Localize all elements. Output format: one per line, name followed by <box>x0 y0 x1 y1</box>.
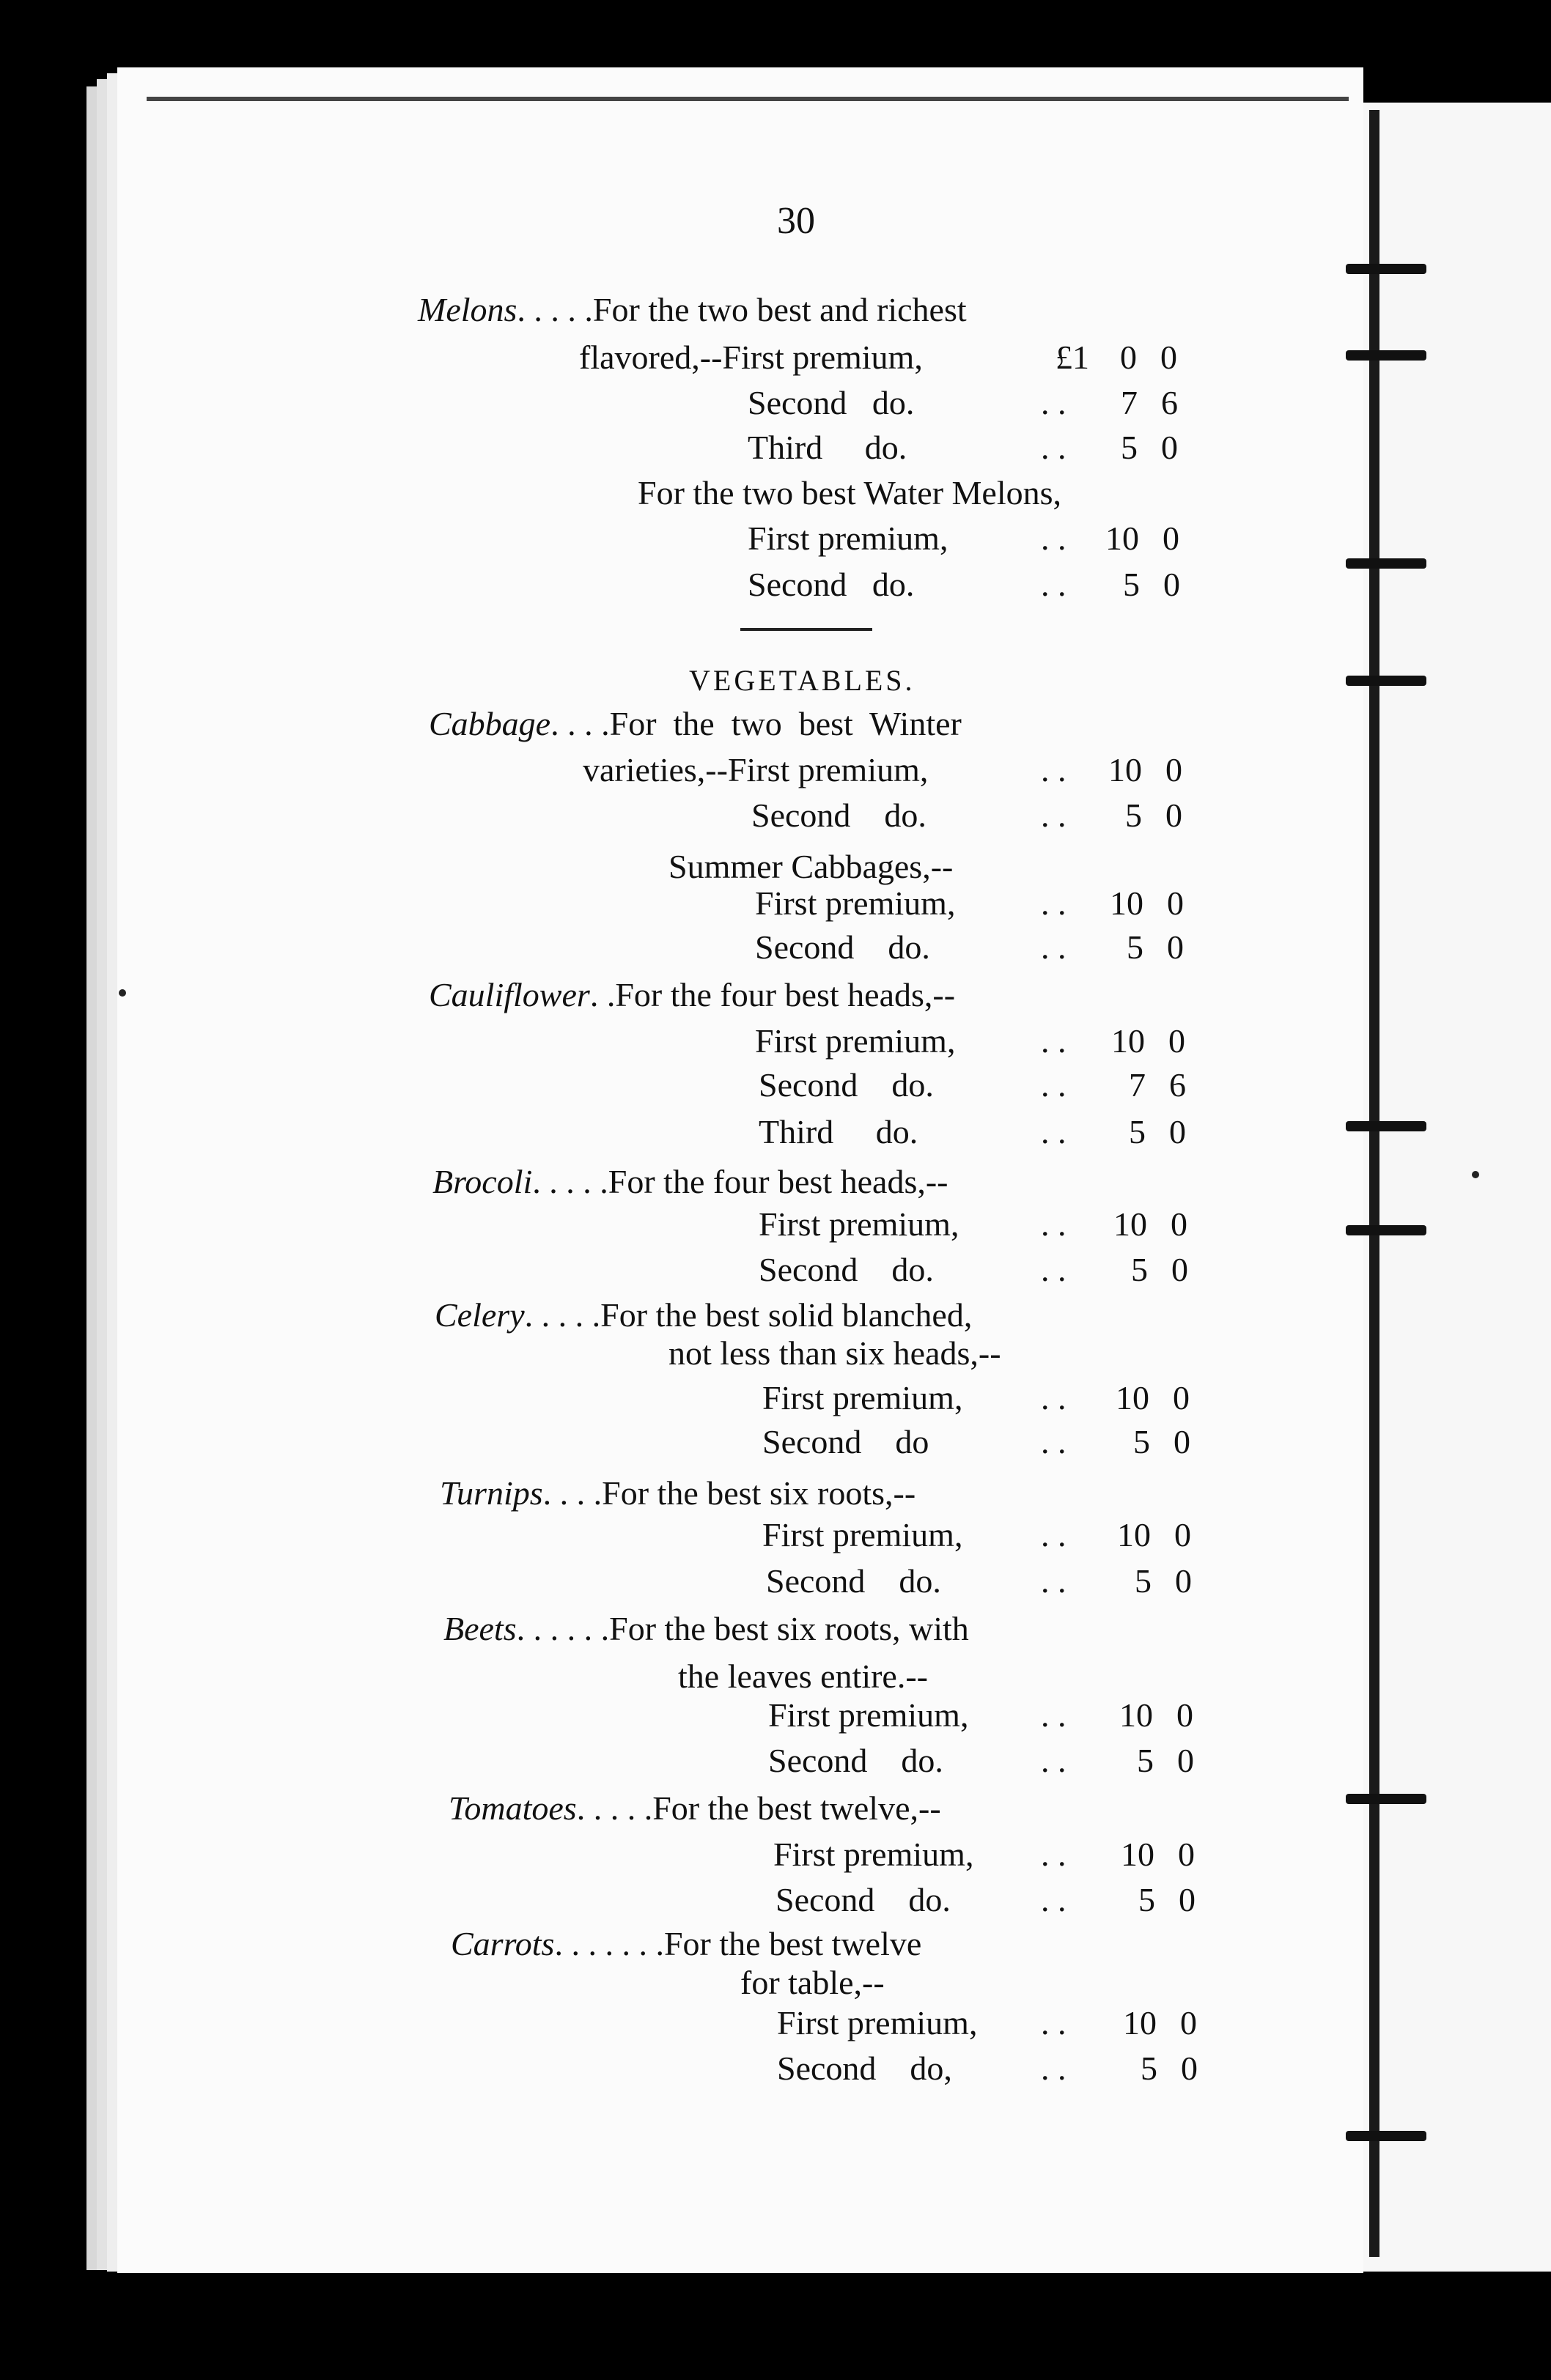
amount-pence: 0 <box>1163 566 1180 603</box>
entry-text: not less than six heads,-- <box>668 1334 1001 1372</box>
amount-leader: . . <box>1041 384 1066 421</box>
amount-pence: 0 <box>1174 1516 1191 1553</box>
binding-stitch <box>1346 264 1426 274</box>
category-name: Brocoli <box>432 1163 533 1200</box>
amount-pence: 0 <box>1171 1205 1187 1243</box>
amount-shillings: 5 <box>1127 928 1143 966</box>
entry-line-tomatoes-l2 <box>773 1838 973 1871</box>
page-number: 30 <box>777 200 815 242</box>
entry-line-cauli-head <box>429 978 955 1012</box>
entry-line-turnips-l3 <box>766 1564 941 1598</box>
entry-line-melons-l2 <box>579 341 923 374</box>
dot-leader: . . . . . <box>576 1789 653 1827</box>
amount-pence: 0 <box>1165 751 1182 788</box>
amount-leader: . . <box>1041 1881 1066 1918</box>
entry-text: For the best twelve <box>663 1925 922 1962</box>
entry-line-brocoli-l3 <box>759 1253 934 1287</box>
amount-pence: 0 <box>1174 1423 1190 1460</box>
entry-line-turnips-l2 <box>762 1518 962 1552</box>
amount-leader: . . <box>1041 1022 1066 1060</box>
category-name: Beets <box>443 1610 517 1647</box>
amount-leader: . . <box>1041 520 1066 557</box>
amount-pence: 0 <box>1175 1562 1192 1600</box>
entry-text: varieties,--First premium, <box>583 751 929 788</box>
amount-shillings: 5 <box>1133 1423 1150 1460</box>
entry-line-melons-head <box>418 293 967 327</box>
entry-text: the leaves entire.-- <box>678 1658 928 1695</box>
amount-leader: . . <box>1041 1379 1066 1416</box>
amount-shillings: 10 <box>1110 884 1143 922</box>
amount-shillings: 10 <box>1116 1379 1149 1416</box>
binding-stitch <box>1346 1794 1426 1804</box>
entry-line-cabbage-l3 <box>751 799 926 832</box>
binding-stitch <box>1346 1121 1426 1131</box>
dot-leader: . . <box>589 976 616 1013</box>
entry-line-cabbage-l5 <box>755 884 956 922</box>
entry-line-celery-l3 <box>762 1381 962 1415</box>
entry-text: First premium, <box>755 884 956 922</box>
amount-shillings: 10 <box>1123 2004 1157 2041</box>
amount-leader: . . <box>1041 1742 1066 1779</box>
entry-line-beets-l2 <box>678 1660 928 1693</box>
amount-pence: 0 <box>1171 1251 1188 1288</box>
entry-line-tomatoes-head <box>449 1789 941 1827</box>
dot-leader: . . . . . <box>524 1296 601 1334</box>
category-name: Turnips <box>440 1474 543 1512</box>
dot-leader: . . . . <box>542 1474 603 1512</box>
entry-line-carrots-l3 <box>777 2006 977 2040</box>
entry-line-cabbage-l4 <box>668 850 953 884</box>
amount-leader: . . <box>1041 429 1066 466</box>
category-name: Melons <box>418 291 517 328</box>
amount-shillings: 5 <box>1121 429 1138 466</box>
amount-shillings: 5 <box>1141 2050 1157 2087</box>
entry-text: For the two best and richest <box>592 291 967 328</box>
entry-text: Third do. <box>748 429 907 466</box>
entry-line-beets-head <box>443 1612 969 1646</box>
amount-leader: . . <box>1041 566 1066 603</box>
entry-line-melons-l7 <box>748 568 914 602</box>
amount-leader: . . <box>1041 884 1066 922</box>
amount-shillings: 7 <box>1121 384 1138 421</box>
amount-shillings: 10 <box>1108 751 1142 788</box>
entry-text: For the best solid blanched, <box>600 1296 973 1334</box>
entry-text: Second do <box>762 1423 929 1460</box>
entry-text: Second do, <box>777 2050 952 2087</box>
dot-leader: . . . . . <box>517 291 593 328</box>
amount-pence: 0 <box>1165 797 1182 834</box>
amount-leader: . . <box>1041 1696 1066 1734</box>
amount-leader: . . <box>1041 1836 1066 1873</box>
amount-pence: 0 <box>1177 1742 1194 1779</box>
amount-leader: . . <box>1041 1205 1066 1243</box>
entry-text: For the two best Water Melons, <box>638 474 1062 511</box>
entry-line-tomatoes-l3 <box>776 1883 951 1917</box>
entry-text: Second do. <box>748 384 915 421</box>
entry-text: First premium, <box>777 2004 978 2041</box>
entry-line-melons-l5 <box>638 476 1061 510</box>
category-name: Cabbage <box>429 705 551 742</box>
entry-line-cauli-l4 <box>759 1115 918 1149</box>
amount-leader: . . <box>1041 751 1066 788</box>
entry-line-celery-l2 <box>668 1334 1001 1372</box>
entry-line-cauli-l3 <box>759 1068 934 1102</box>
amount-leader: . . <box>1041 2004 1066 2041</box>
entry-line-carrots-l4 <box>777 2052 952 2085</box>
entry-text: Second do. <box>755 928 930 966</box>
amount-shillings: 5 <box>1138 1881 1155 1918</box>
entry-text: For the four best heads,-- <box>608 1163 948 1200</box>
entry-line-beets-l3 <box>768 1696 969 1734</box>
entry-line-carrots-head <box>451 1927 921 1961</box>
amount-shillings: 10 <box>1119 1696 1153 1734</box>
entry-text: Second do. <box>751 797 926 834</box>
amount-pence: 0 <box>1169 1113 1186 1150</box>
entry-text: Third do. <box>759 1113 918 1150</box>
amount-pence: 0 <box>1161 429 1178 466</box>
entry-line-celery-l4 <box>762 1425 929 1459</box>
amount-pence: 0 <box>1179 1881 1196 1918</box>
amount-pence: 0 <box>1168 1022 1185 1060</box>
dot-leader: . . . . . <box>532 1163 608 1200</box>
entry-line-cabbage-head <box>429 707 962 741</box>
dot-leader: . . . . . . . <box>554 1925 664 1962</box>
section-heading: VEGETABLES. <box>689 664 916 697</box>
amount-leader: . . <box>1041 1516 1066 1553</box>
amount-shillings: 0 <box>1120 339 1137 376</box>
speck <box>1472 1171 1479 1178</box>
entry-text: Second do. <box>759 1251 934 1288</box>
amount-pence: 0 <box>1176 1696 1193 1734</box>
entry-line-carrots-l2 <box>740 1966 885 2000</box>
amount-pounds: £1 <box>1056 339 1089 376</box>
amount-shillings: 5 <box>1125 797 1142 834</box>
entry-line-turnips-head <box>440 1474 916 1512</box>
amount-pence: 0 <box>1178 1836 1195 1873</box>
amount-pence: 0 <box>1167 884 1184 922</box>
entry-text: For the two best Winter <box>609 705 962 742</box>
entry-text: First premium, <box>762 1516 963 1553</box>
binding-stitch <box>1346 676 1426 686</box>
amount-shillings: 10 <box>1117 1516 1151 1553</box>
category-name: Carrots <box>451 1925 555 1962</box>
entry-line-brocoli-l2 <box>759 1205 959 1243</box>
entry-text: For the best six roots,-- <box>602 1474 916 1512</box>
entry-text: Second do. <box>759 1066 934 1104</box>
entry-text: Second do. <box>766 1562 941 1600</box>
entry-text: flavored,--First premium, <box>579 339 923 376</box>
entry-text: Second do. <box>776 1881 951 1918</box>
amount-pence: 6 <box>1161 384 1178 421</box>
amount-leader: . . <box>1041 1423 1066 1460</box>
entry-text: For the best six roots, with <box>609 1610 969 1647</box>
amount-pence: 0 <box>1160 339 1177 376</box>
entry-text: Second do. <box>748 566 915 603</box>
amount-shillings: 7 <box>1129 1066 1146 1104</box>
amount-shillings: 10 <box>1111 1022 1145 1060</box>
entry-line-cabbage-l2 <box>583 753 928 787</box>
page-top-border <box>147 97 1349 101</box>
entry-text: For the four best heads,-- <box>615 976 956 1013</box>
amount-shillings: 5 <box>1123 566 1140 603</box>
entry-line-cauli-l2 <box>755 1024 955 1058</box>
dot-leader: . . . . <box>550 705 610 742</box>
amount-shillings: 5 <box>1137 1742 1154 1779</box>
amount-pence: 0 <box>1181 2050 1198 2087</box>
amount-shillings: 5 <box>1129 1113 1146 1150</box>
binding-stitch <box>1346 2131 1426 2141</box>
speck <box>119 989 126 997</box>
binding-stitch <box>1346 1225 1426 1235</box>
entry-text: Summer Cabbages,-- <box>668 848 954 885</box>
category-name: Celery <box>435 1296 525 1334</box>
amount-leader: . . <box>1041 928 1066 966</box>
amount-shillings: 5 <box>1135 1562 1152 1600</box>
amount-leader: . . <box>1041 1562 1066 1600</box>
entry-line-brocoli-head <box>432 1165 948 1199</box>
amount-shillings: 10 <box>1105 520 1139 557</box>
entry-text: First premium, <box>773 1836 974 1873</box>
amount-pence: 0 <box>1167 928 1184 966</box>
entry-line-cabbage-l6 <box>755 928 930 966</box>
amount-pence: 0 <box>1173 1379 1190 1416</box>
entry-text: First premium, <box>759 1205 959 1243</box>
category-name: Tomatoes <box>449 1789 577 1827</box>
amount-leader: . . <box>1041 1251 1066 1288</box>
amount-pence: 0 <box>1180 2004 1197 2041</box>
entry-line-celery-head <box>435 1298 972 1332</box>
entry-text: Second do. <box>768 1742 943 1779</box>
entry-text: First premium, <box>748 520 948 557</box>
amount-shillings: 5 <box>1131 1251 1148 1288</box>
facing-page <box>1363 103 1551 2272</box>
amount-pence: 0 <box>1163 520 1179 557</box>
section-rule <box>740 628 872 631</box>
binding-stitch <box>1346 558 1426 569</box>
category-name: Cauliflower <box>429 976 590 1013</box>
entry-text: for table,-- <box>740 1964 885 2001</box>
entry-text: For the best twelve,-- <box>652 1789 941 1827</box>
amount-leader: . . <box>1041 1113 1066 1150</box>
amount-pence: 6 <box>1169 1066 1186 1104</box>
dot-leader: . . . . . . <box>516 1610 610 1647</box>
amount-leader: . . <box>1041 2050 1066 2087</box>
amount-shillings: 10 <box>1113 1205 1147 1243</box>
binding-spine <box>1369 110 1379 2257</box>
amount-leader: . . <box>1041 797 1066 834</box>
amount-leader: . . <box>1041 1066 1066 1104</box>
binding-stitch <box>1346 350 1426 361</box>
amount-shillings: 10 <box>1121 1836 1154 1873</box>
entry-text: First premium, <box>768 1696 969 1734</box>
entry-line-beets-l4 <box>768 1744 943 1778</box>
entry-line-melons-l6 <box>748 522 948 555</box>
entry-line-melons-l3 <box>748 386 914 420</box>
entry-text: First premium, <box>762 1379 963 1416</box>
entry-line-melons-l4 <box>748 431 907 465</box>
entry-text: First premium, <box>755 1022 956 1060</box>
